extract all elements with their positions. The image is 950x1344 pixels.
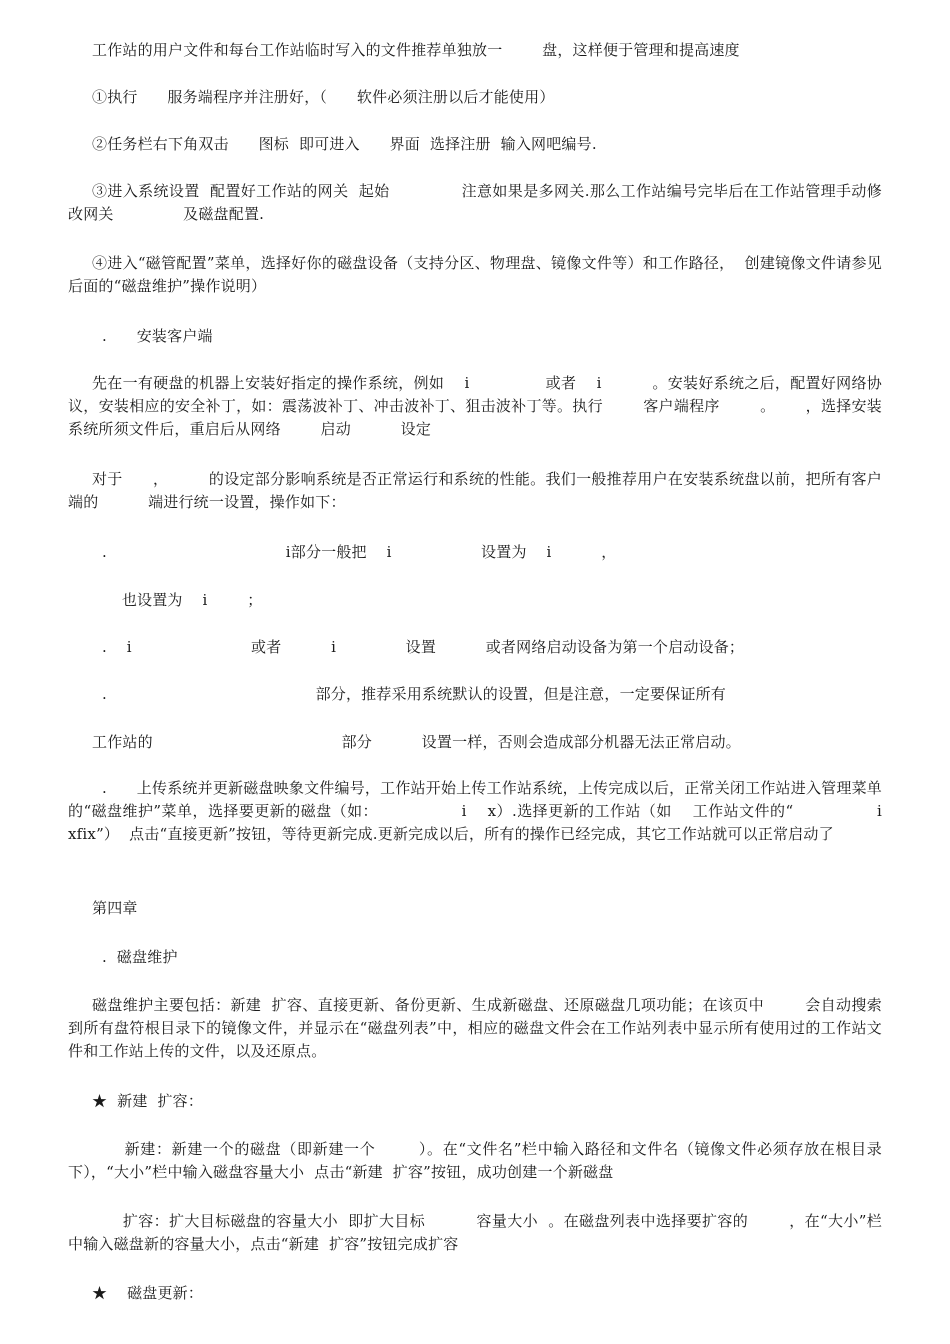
- chapter-four-heading: 第四章: [92, 899, 138, 917]
- paragraph-expand-disk: 扩容：扩大目标磁盘的容量大小 即扩大目标 容量大小 。在磁盘列表中选择要扩容的 ，在“大小”栏中输入磁盘新的容量大小，点击“新建 扩容”按钮完成扩容: [68, 1212, 882, 1253]
- bios-item-3: . 部分，推荐采用系统默认的设置，但是注意，一定要保证所有: [92, 685, 726, 703]
- paragraph-new-disk: 新建：新建一个的磁盘（即新建一个 ）。在“文件名”栏中输入路径和文件名（镜像文件必须存放在根目录下），“大小”栏中输入磁盘容量大小 点击“新建 扩容”按钮，成功创建一个新磁盘: [68, 1140, 882, 1181]
- paragraph-disk-maintenance: 磁盘维护主要包括：新建 扩容、直接更新、备份更新、生成新磁盘、还原磁盘几项功能；在该页中 会自动搜索到所有盘符根目录下的镜像文件，并显示在“磁盘列表”中，相应的磁盘文件会在工作站列表中显示所有使用过的工作站文件和工作站上传的文件，以及还原点。: [68, 996, 882, 1060]
- heading-disk-update: ★ 磁盘更新：: [92, 1284, 204, 1302]
- step-1-run-server: ①执行 服务端程序并注册好，（ 软件必须注册以后才能使用）: [92, 88, 555, 106]
- section-install-client: . 安装客户端: [92, 327, 213, 345]
- bios-item-3-cont: 工作站的 部分 设置一样，否则会造成部分机器无法正常启动。: [92, 733, 741, 751]
- section-disk-maintenance: . 磁盘维护: [92, 948, 178, 966]
- bios-item-2: . i 或者 i 设置 或者网络启动设备为第一个启动设备；: [92, 638, 745, 656]
- step-3-system-settings: ③进入系统设置 配置好工作站的网关 起始 注意如果是多网关.那么工作站编号完毕后在工作站管理手动修改网关 及磁盘配置.: [68, 182, 882, 223]
- paragraph-upload-system: . 上传系统并更新磁盘映象文件编号，工作站开始上传工作站系统，上传完成以后，正常关闭工作站进入管理菜单的“磁盘维护”菜单，选择要更新的磁盘（如： i x）.选择更新的工作站（如 工作站文件的“ i xfix”） 点击“直接更新”按钮，等待更新完成.更新完成以后，所有的操作已经完成，其它工作站就可以正常启动了: [68, 779, 902, 843]
- heading-new-expand: ★ 新建 扩容：: [92, 1092, 204, 1110]
- bios-item-1: . i部分一般把 i 设置为 i ，: [92, 543, 617, 561]
- paragraph-install-os: 先在一有硬盘的机器上安装好指定的操作系统，例如 i 或者 i 。安装好系统之后，配置好网络协议，安装相应的安全补丁，如：震荡波补丁、冲击波补丁、狙击波补丁等。执行 客户端程序 。 ，选择安装 系统所须文件后，重启后从网络 启动 设定: [68, 374, 922, 438]
- step-2-register: ②任务栏右下角双击 图标 即可进入 界面 选择注册 输入网吧编号.: [92, 135, 597, 153]
- step-4-disk-config: ④进入“磁管配置”菜单，选择好你的磁盘设备（支持分区、物理盘、镜像文件等）和工作路径， 创建镜像文件请参见后面的“磁盘维护”操作说明）: [68, 254, 882, 295]
- bios-item-1-cont: 也设置为 i ；: [92, 591, 263, 609]
- paragraph-dedicated-disk: 工作站的用户文件和每台工作站临时写入的文件推荐单独放一 盘，这样便于管理和提高速度: [92, 41, 740, 59]
- paragraph-bios-settings: 对于 ， 的设定部分影响系统是否正常运行和系统的性能。我们一般推荐用户在安装系统盘以前，把所有客户端的 端进行统一设置，操作如下：: [68, 470, 882, 511]
